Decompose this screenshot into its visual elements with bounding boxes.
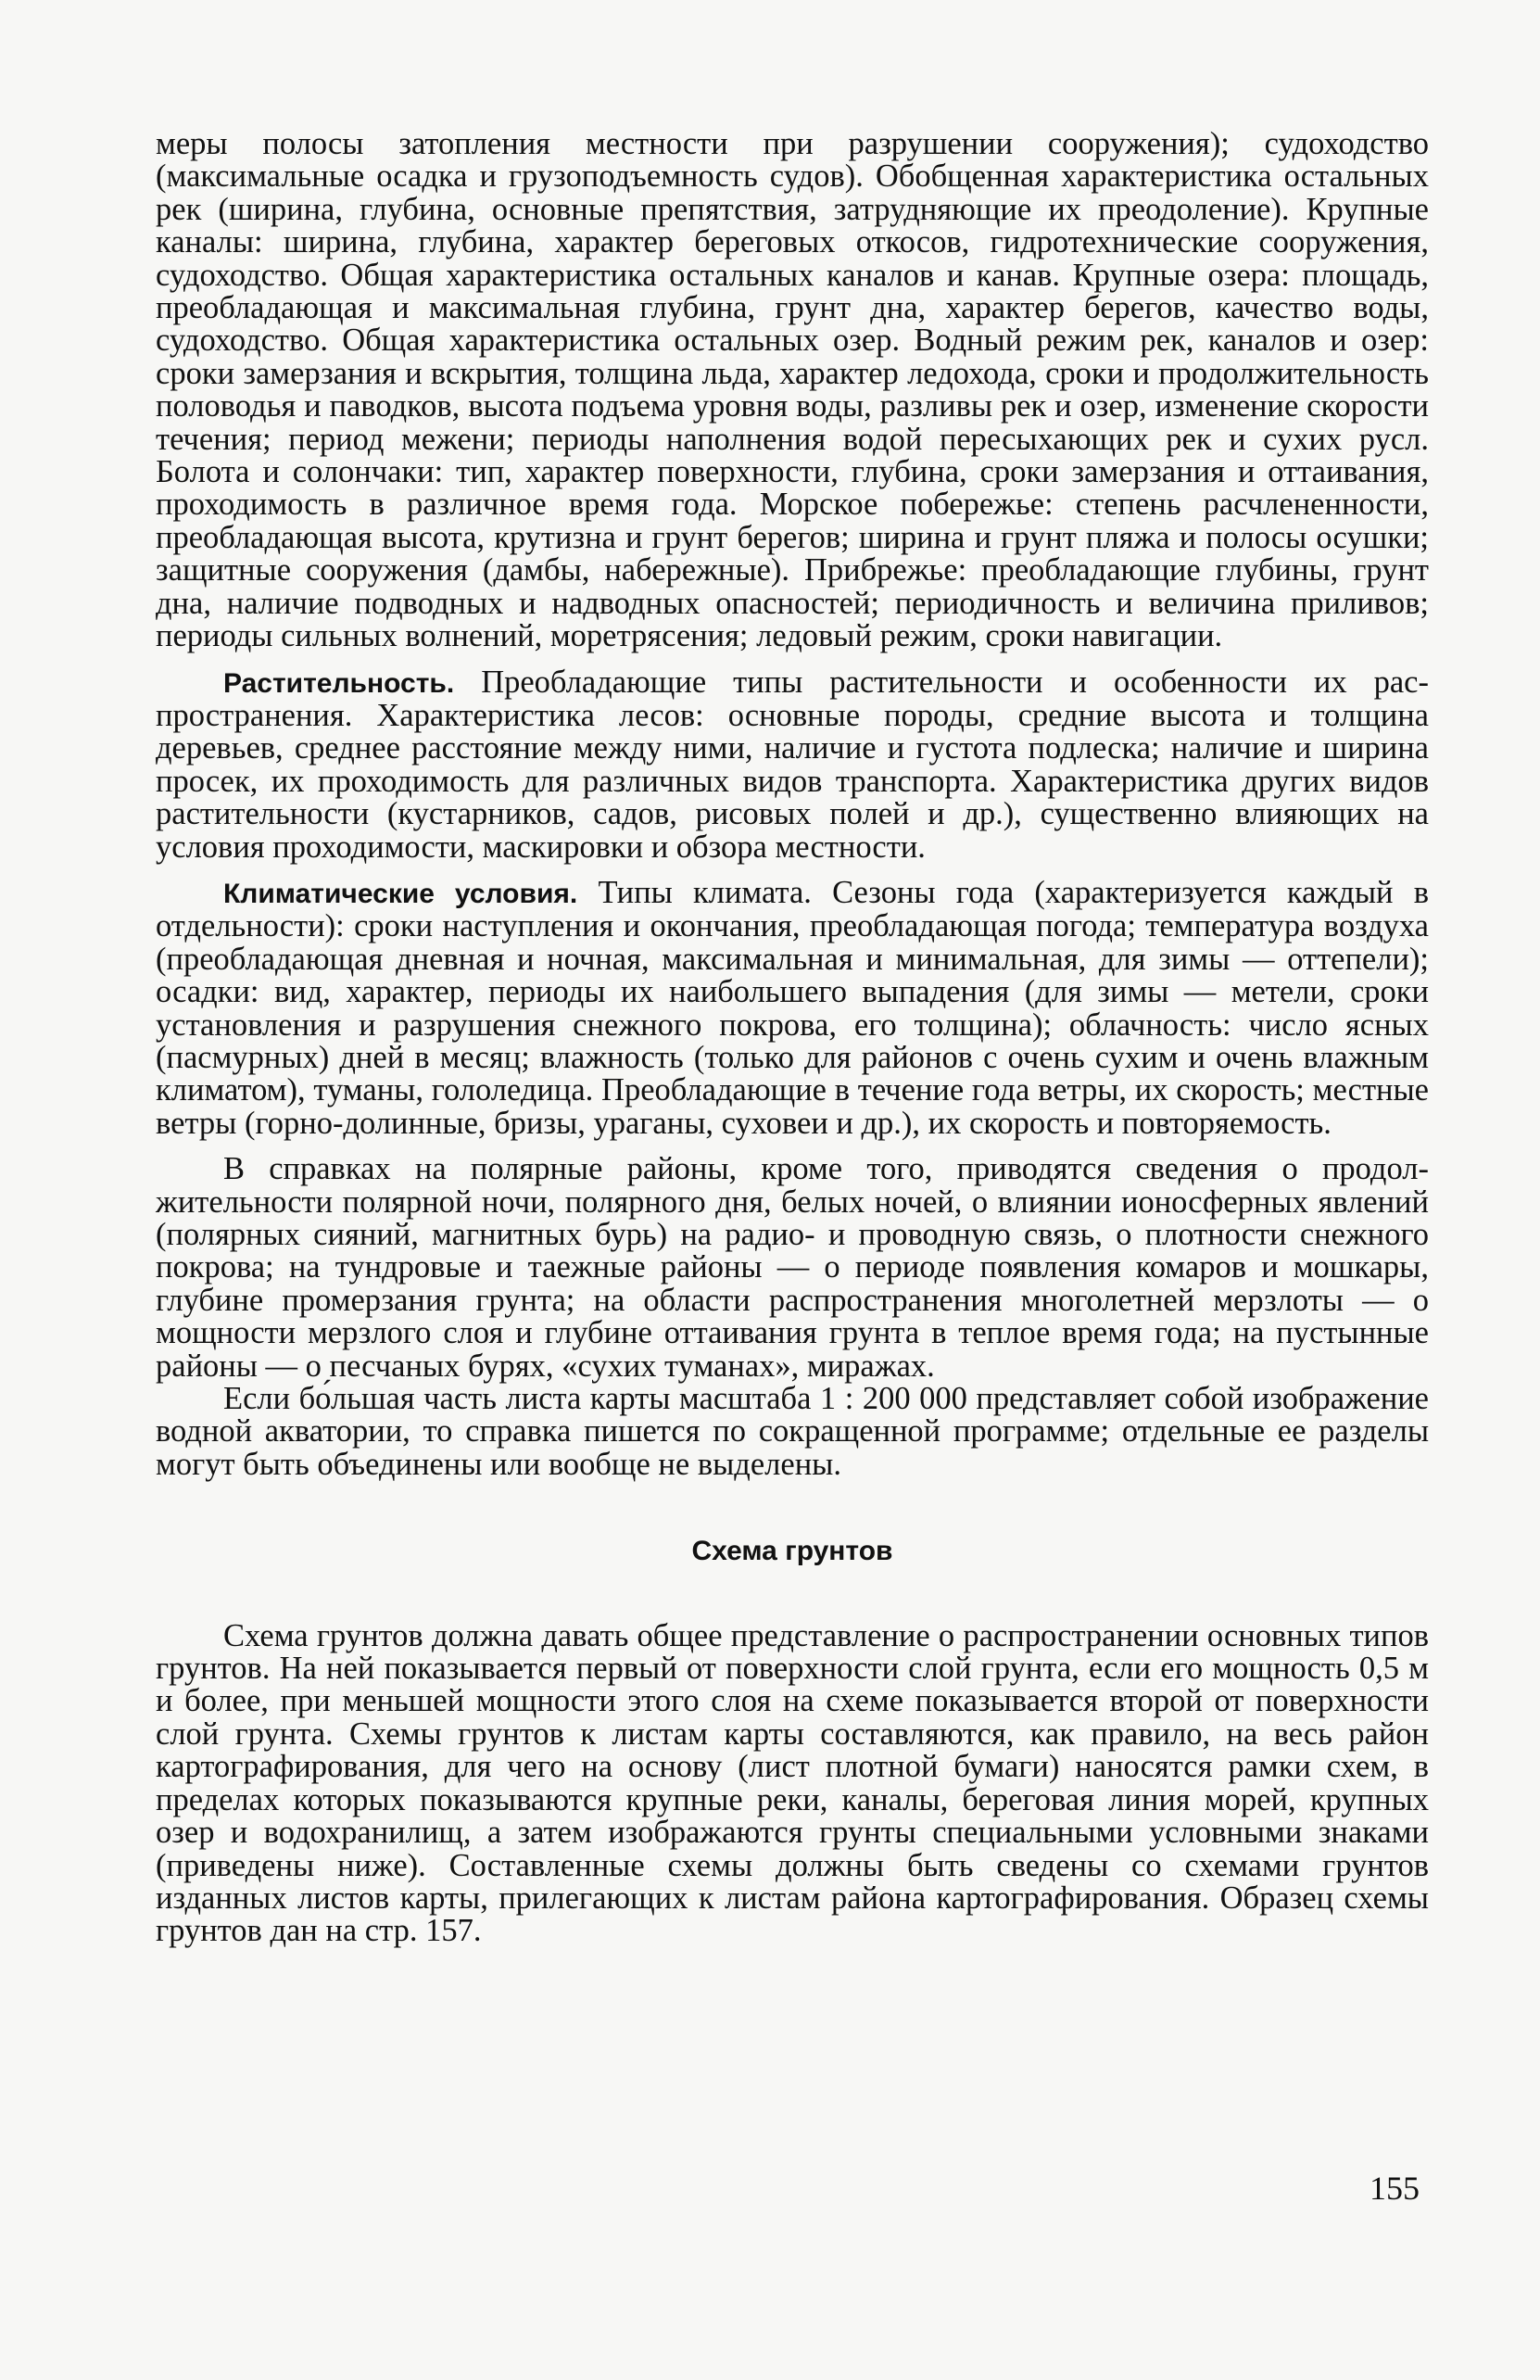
- paragraph-vegetation: [156, 666, 1429, 864]
- paragraph-polar-regions: В справках на полярные районы, кроме того, приводятся сведения о продолжительности полярной ночи, полярного дня, белых ночей, о влиянии ионосферных явлений (полярных сияний, магнитных бурь) на радио- и проводную связь, о плотности снежного покрова; на тундровые и таежные районы — о периоде появления комаров и мошкары, глубине промерзания грунта; на области распространения многолетней мерзлоты — о мощности мерзлого слоя и глубине оттаивания грунта в теплое время года; на пустынные районы — о песчаных бурях, «сухих туманах», миражах.: [156, 1151, 1429, 1384]
- page-body: [156, 128, 1429, 1948]
- vegetation-text: Преобладающие типы растительности и особенности их распространения. Характеристика лесов: основные породы, средние высота и толщина деревьев, среднее расстояние между ними, наличие и густота подлеска; наличие и ширина просек, их проходимость для различных видов транспорта. Характеристика других видов растительности (кустарников, садов, рисовых полей и др.), существенно влияющих на условия проходимости, маскировки и обзора местности.: [156, 664, 1429, 865]
- paragraph-water-regime: меры полосы затопления местности при разрушении сооружения); судоходство (максимальные осадка и грузоподъемность судов). Обобщенная характеристика остальных рек (ширина, глубина, основные препятствия, затрудняющие их преодоление). Крупные каналы: ширина, глубина, характер береговых откосов, гидротехнические сооружения, судоходство. Общая характеристика остальных каналов и канав. Крупные озера: площадь, преобладающая и максимальная глубина, грунт дна, характер берегов, качество воды, судоходство. Общая характеристика остальных озер. Водный режим рек, каналов и озер: сроки замерзания и вскрытия, толщина льда, характер ледохода, сроки и продолжительность половодья и паводков, высота подъема уровня воды, разливы рек и озер, изменение скорости течения; период межени; периоды наполнения водой пересыхающих рек и сухих русл. Болота и солончаки: тип, характер поверхности, глубина, сроки замерзания и оттаивания, проходимость в различное время года. Морское побережье: степень расчлененности, преобладающая высота, крутизна и грунт берегов; ширина и грунт пляжа и полосы осушки; защитные сооружения (дамбы, набережные). Прибрежье: преобладающие глубины, грунт дна, наличие подводных и надводных опасностей; периодичность и величина приливов; периоды сильных волнений, моретрясения; ледовый режим, сроки навигации.: [156, 126, 1429, 654]
- paragraph-climate: [156, 874, 1429, 1141]
- section-title-soils: Схема грунтов: [691, 1536, 893, 1567]
- page-number: 155: [1370, 2170, 1420, 2207]
- climate-text: Типы климата. Сезоны года (характеризуется каждый в отдельности): сроки наступления и окончания, преобладающая погода; температура воздуха (преобладающая дневная и ночная, максимальная и минимальная, для зимы — оттепели); осадки: вид, характер, периоды их наибольшего выпадения (для зимы — метели, сроки установления и разрушения снежного покрова, его толщина); облачность: число ясных (пасмурных) дней в месяц; влажность (только для районов с очень сухим и очень влажным климатом), туманы, гололедица. Преобладающие в течение года ветры, их скорость; местные ветры (горно-долинные, бризы, ураганы, суховеи и др.), их скорость и повторяемость.: [156, 874, 1429, 1141]
- climate-heading: Климатические условия.: [223, 878, 578, 909]
- paragraph-water-area: Если бо́льшая часть листа карты масштаба 1 : 200 000 представляет собой изображение водной акватории, то справка пишется по сокращенной программе; отдельные ее разделы могут быть объединены или вообще не выделены.: [156, 1381, 1429, 1482]
- paragraph-soil-scheme: Схема грунтов должна давать общее представление о распространении основных типов грунтов. На ней показывается первый от поверхности слой грунта, если его мощность 0,5 м и более, при меньшей мощности этого слоя на схеме показывается второй от поверхности слой грунта. Схемы грунтов к листам карты составляются, как правило, на весь район картографирования, для чего на основу (лист плотной бумаги) наносятся рамки схем, в пределах которых показываются крупные реки, каналы, береговая линия морей, крупных озер и водохранилищ, а затем изображаются грунты специальными условными знаками (приведены ниже). Составленные схемы должны быть сведены со схемами грунтов изданных листов карты, прилегающих к листам района картографирования. Образец схемы грунтов дан на стр. 157.: [156, 1617, 1429, 1949]
- vegetation-heading: Растительность.: [223, 667, 455, 699]
